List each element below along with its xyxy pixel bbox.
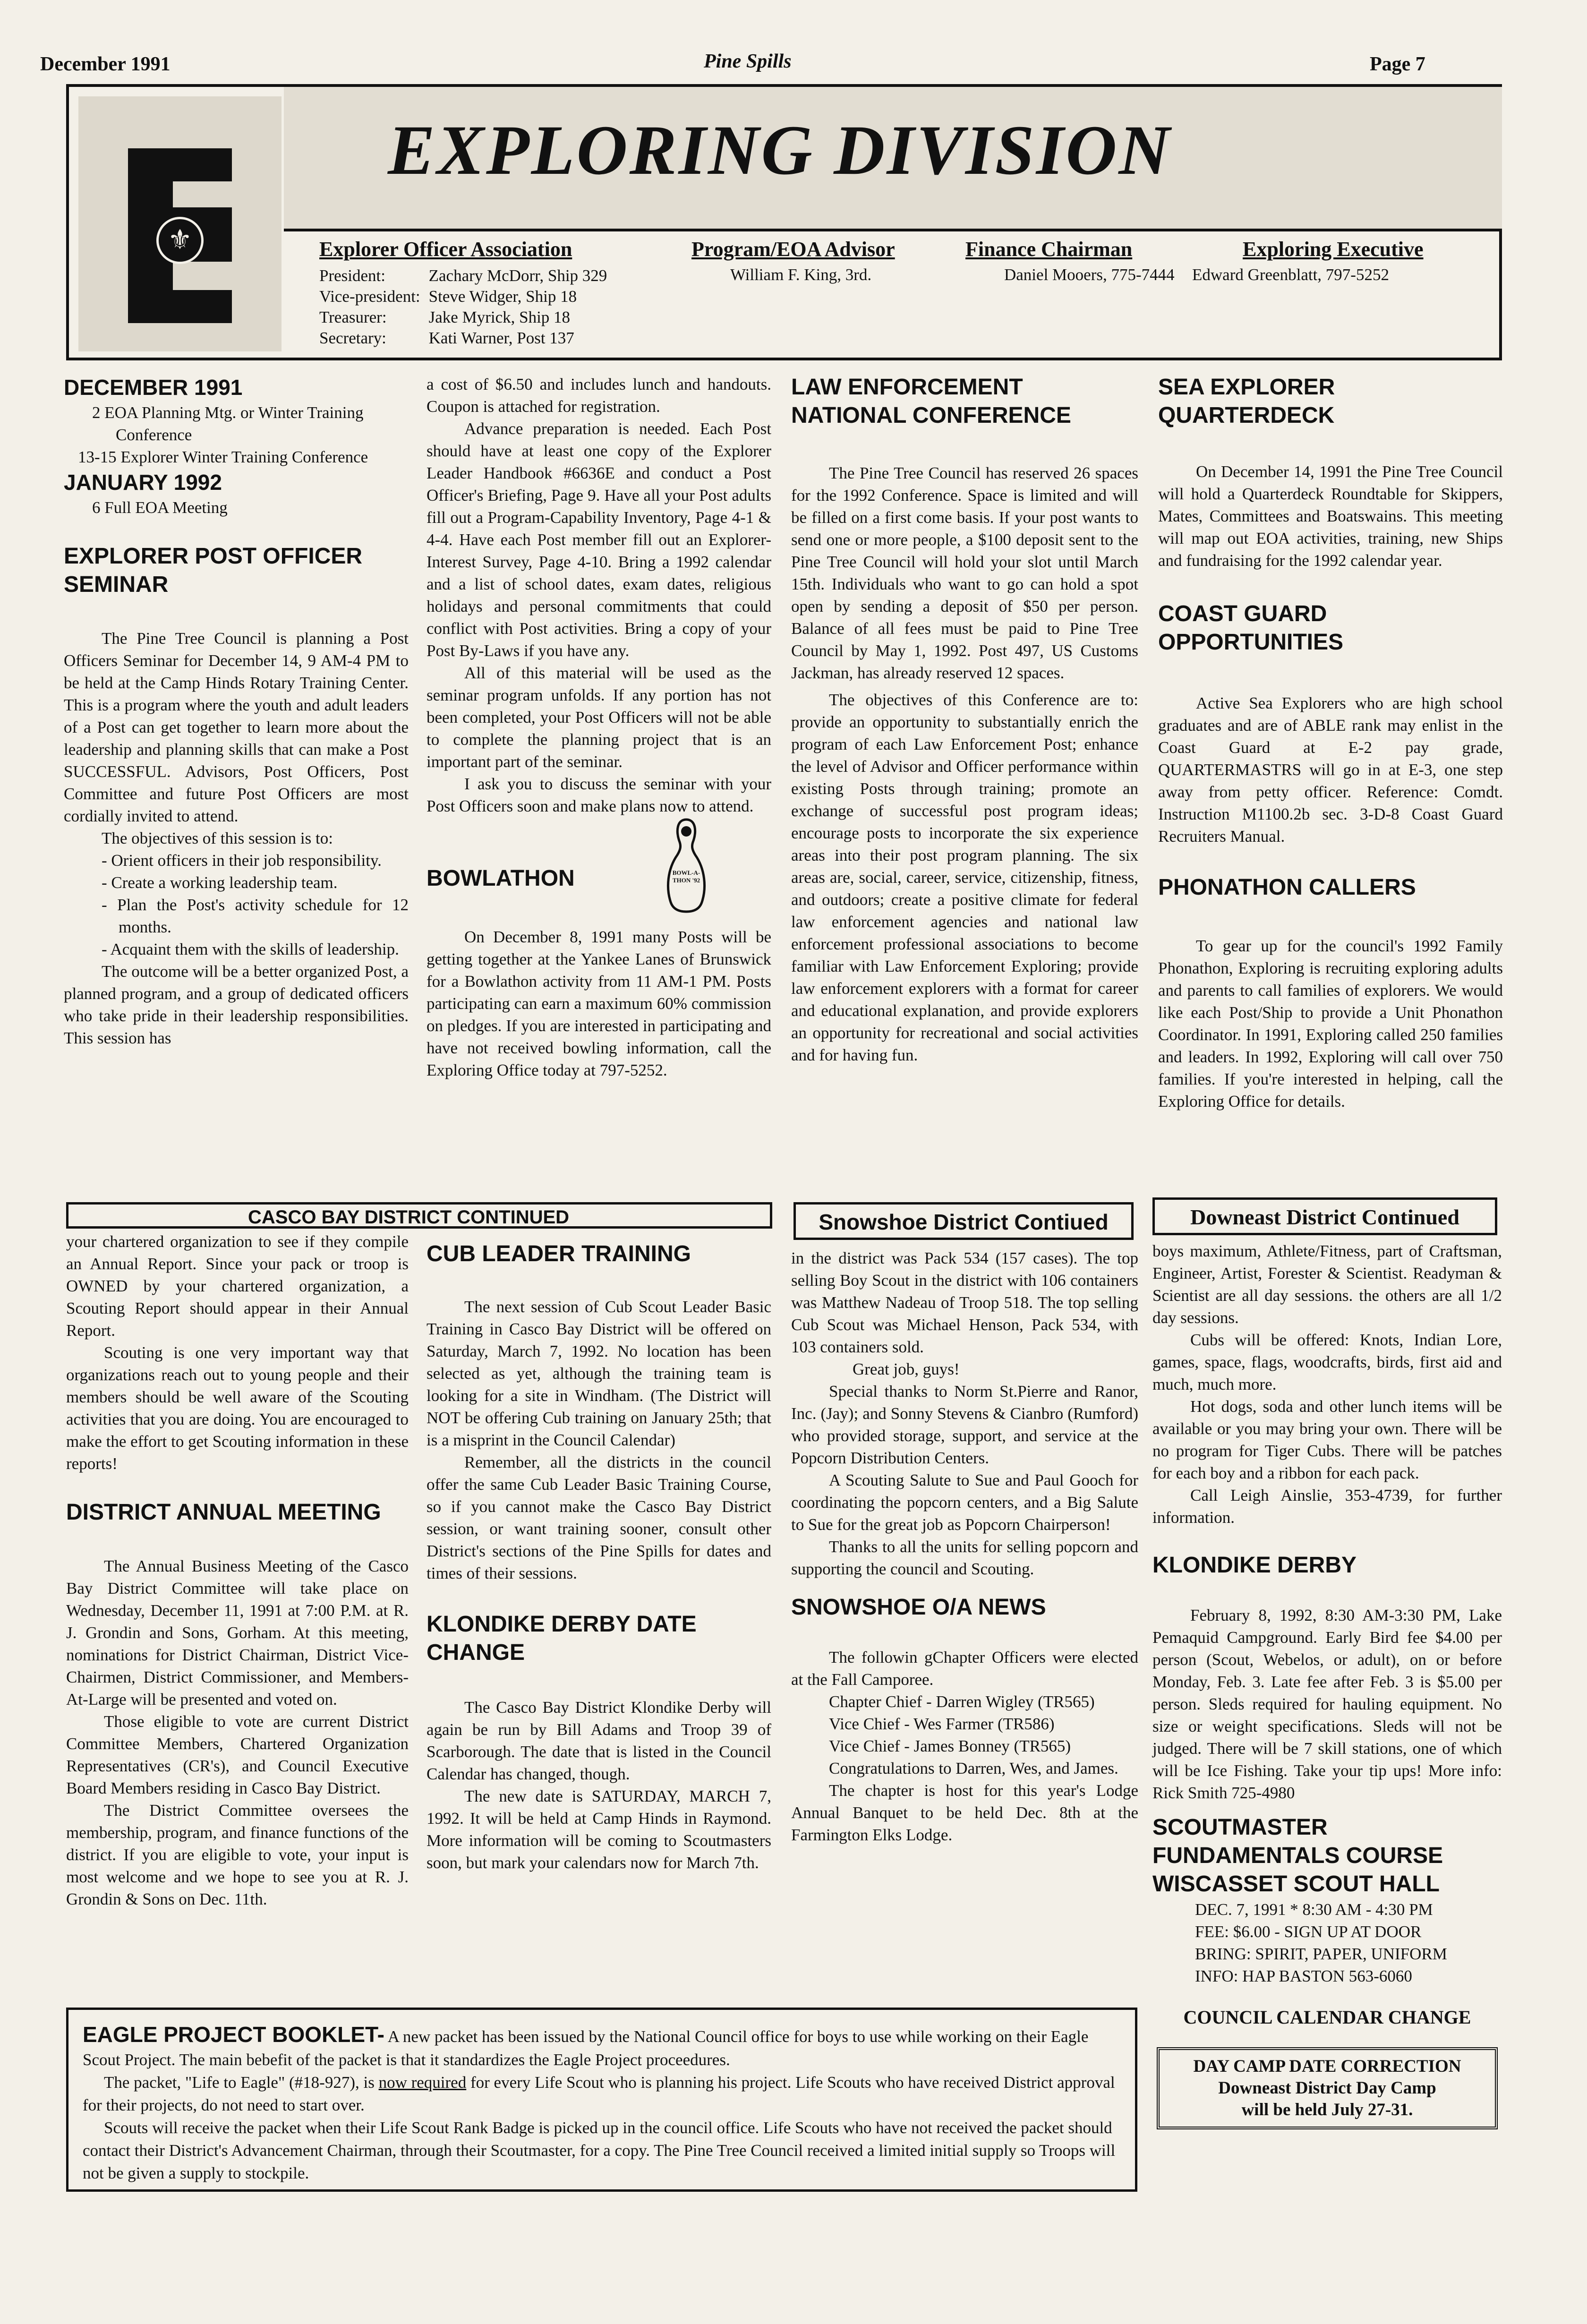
eoa-heading: Explorer Officer Association <box>319 238 572 261</box>
sfc-title: SCOUTMASTER FUNDAMENTALS COURSE WISCASSET SCOUT HALL <box>1152 1815 1443 1897</box>
sfc-line: FEE: $6.00 - SIGN UP AT DOOR <box>1195 1922 1422 1941</box>
day-camp-line: will be held July 27-31. <box>1241 2100 1413 2119</box>
bowling-pin-label: BOWL-A-THON '92 <box>672 869 700 884</box>
phonathon-body: To gear up for the council's 1992 Family Phonathon, Exploring is recruiting exploring adults and parents to call families of explorers. We would like each Post/Ship to provide a Unit Phonathon Coordinator. In 1991, Exploring called 250 families and leaders. In 1992, Exploring will call over 750 families. If you're interested in helping, call the Exploring Office for details. <box>1158 937 1503 1111</box>
calendar-month: DECEMBER 1991 <box>64 375 243 400</box>
kdate-title: KLONDIKE DERBY DATE CHANGE <box>427 1612 697 1665</box>
eagle-para: EAGLE PROJECT BOOKLET- A new packet has been issued by the National Council office for boys to use while working on their Eagle Scout Project. The main bebefit of the packet is that it standardizes the Eagle Project proceedures. <box>83 2022 1089 2069</box>
logo-panel <box>78 96 282 351</box>
bowling-pin-icon <box>660 817 712 914</box>
seminar-title: EXPLORER POST OFFICER SEMINAR <box>64 544 363 597</box>
e-logo <box>128 148 232 323</box>
eagle-para: The packet, "Life to Eagle" (#18-927), is now required for every Life Scout who is planning his project. Life Scouts who have received District approval for their projects, do not need to start over. <box>83 2073 1115 2114</box>
officer-row: Secretary: Kati Warner, Post 137 <box>319 329 574 347</box>
seminar-body-continued: a cost of $6.50 and includes lunch and handouts. Coupon is attached for registration. Advance preparation is needed. Each Post should have at least one copy of the Explorer Leader Handbook #6636E and conduct a Post Officer's Briefing, Page 9. Have all your Post adults fill out a Program-Capability Inventory, Page 4-1 & 4-4. Have each Post member fill out an Explorer-Interest Survey, Page 4-10. Bring a 1992 calendar and a list of school dates, exam dates, religious holidays and personal commitments that could conflict with Post activities. Bring a copy of your Post By-Laws if you have any. All of this material will be used as the seminar program unfolds. If any portion has not been completed, your Post Officers will not be able to complete the planning project that is an important part of the seminar. I ask you to discuss the seminar with your Post Officers soon and make plans now to attend. <box>427 375 771 815</box>
cub-body: The next session of Cub Scout Leader Basic Training in Casco Bay District will be offered on Saturday, March 7, 1992. No location has been selected as yet, although the training team is looking for a site in Windham. (The District will NOT be offering Cub training on January 25th; that is a misprint in the Council Calendar) Remember, all the districts in the council offer the same Cub Leader Basic Training Course, so if you cannot make the Casco Bay District session, or want training sooner, consult other District's sections of the Pine Spills for dates and times of their sessions. <box>427 1298 771 1582</box>
coast-body: Active Sea Explorers who are high school graduates and are of ABLE rank may enlist in the Coast Guard at E-2 pay grade, QUARTERMASTRS will go in at E-3, one step away from petty officer. Reference: Comdt. Instruction M1100.2b sec. 3-D-8 Coast Guard Recruiters Manual. <box>1158 694 1503 846</box>
casco-body: your chartered organization to see if they compile an Annual Report. Since your pack or troop is OWNED by your chartered organization, a Scouting Report should appear in their Annual Report. Scouting is one very important way that organizations reach out to young people and their members should be well aware of the Scouting activities that you are doing. You are encouraged to make the effort to get Scouting information in these reports! <box>66 1232 409 1473</box>
list-item: - Create a working leadership team. <box>102 873 338 892</box>
law-title: LAW ENFORCEMENT NATIONAL CONFERENCE <box>791 375 1071 428</box>
column-2-top <box>427 373 771 1081</box>
fleur-de-lis-icon: ⚜ <box>156 217 204 264</box>
paper-name: Pine Spills <box>704 51 792 72</box>
calendar-event: 6 Full EOA Meeting <box>92 498 228 517</box>
exec-name: Edward Greenblatt, 797-5252 <box>1192 265 1389 284</box>
klondike-title: KLONDIKE DERBY <box>1152 1553 1357 1578</box>
masthead-banner <box>66 84 1502 360</box>
kdate-body: The Casco Bay District Klondike Derby will again be run by Bill Adams and Troop 39 of Scarborough. The date that is listed in the Council Calendar has changed, though. The new date is SATURDAY, MARCH 7, 1992. It will be held at Camp Hinds in Raymond. More information will be coming to Scoutmasters soon, but mark your calendars now for March 7th. <box>427 1698 771 1872</box>
officer-row: President: Zachary McDorr, Ship 329 <box>319 266 607 285</box>
sfc-line: BRING: SPIRIT, PAPER, UNIFORM <box>1195 1945 1447 1963</box>
snowshoe-body: in the district was Pack 534 (157 cases). The top selling Boy Scout in the district with 106 containers was Matthew Nadeau of Troop 518. The top selling Cub Scout was Michael Henson, Pack 534, with 103 containers sold. Great job, guys! Special thanks to Norm St.Pierre and Ranor, Inc. (Jay); and Sonny Stevens & Cianbro (Rumford) who provided storage, support, and service at the Popcorn Distribution Centers. A Scouting Salute to Sue and Paul Gooch for coordinating the popcorn centers, and a Big Salute to Sue for the great job as Popcorn Chairperson! Thanks to all the units for selling popcorn and supporting the council and Scouting. <box>791 1249 1138 1578</box>
bowlathon-title: BOWLATHON <box>427 866 575 891</box>
column-3-top <box>791 373 1138 1066</box>
calendar-change-title: COUNCIL CALENDAR CHANGE <box>1183 2007 1471 2028</box>
column-4-bottom <box>1152 1240 1502 2129</box>
bowlathon-body: On December 8, 1991 many Posts will be getting together at the Yankee Lanes of Brunswick for a Bowlathon activity from 11 AM-1 PM. Posts participating can earn a maximum 60% commission on pledges. If you are interested in participating and have not received bowling information, call the Exploring Office today at 797-5252. <box>427 928 771 1079</box>
column-2-bottom <box>427 1240 771 1874</box>
advisor-name: William F. King, 3rd. <box>730 265 872 284</box>
division-title: EXPLORING DIVISION <box>388 111 1172 189</box>
officer-row: Treasurer: Jake Myrick, Ship 18 <box>319 308 571 326</box>
sfc-line: DEC. 7, 1991 * 8:30 AM - 4:30 PM <box>1195 1900 1433 1919</box>
officer-list <box>319 265 615 349</box>
sea-body: On December 14, 1991 the Pine Tree Council will hold a Quarterdeck Roundtable for Skippers, Mates, Committees and Boatswains. This meeting will map out EOA activities, training, new Ships and fundraising for the 1992 calendar year. <box>1158 462 1503 570</box>
sea-title: SEA EXPLORER QUARTERDECK <box>1158 375 1335 428</box>
eagle-box <box>66 2008 1137 2192</box>
day-camp-title: DAY CAMP DATE CORRECTION <box>1193 2057 1461 2076</box>
column-1-bottom <box>66 1230 409 1910</box>
exec-heading: Exploring Executive <box>1243 238 1424 261</box>
issue-date: December 1991 <box>40 53 171 75</box>
phonathon-title: PHONATHON CALLERS <box>1158 875 1416 900</box>
klondike-body: February 8, 1992, 8:30 AM-3:30 PM, Lake Pemaquid Campground. Early Bird fee $4.00 per person (Scout, Webelos, or adult), on or before Monday, Feb. 3. Late fee after Feb. 3 is $5.00 per person. Sleds required for hauling equipment. No size or weight specifications. Sleds will not be judged. There will be 7 skill stations, one of which will be Ice Fishing. Take your tip ups! More info: Rick Smith 725-4980 <box>1152 1606 1502 1802</box>
column-1-top <box>64 373 409 1049</box>
seminar-body: The Pine Tree Council is planning a Post Officers Seminar for December 14, 9 AM-4 PM to be held at the Camp Hinds Rotary Training Center. This is a program where the youth and adult leaders of a Post can get together to learn more about the leadership and planning skills that can make a Post SUCCESSFUL. Advisors, Post Officers, Post Committee and future Post Officers are most cordially invited to attend. The objectives of this session is to: - Orient officers in their job responsibility. - Create a working leadership team. - Plan the Post's activity schedule for 12 months. - Acquaint them with the skills of leadership. The outcome will be a better organized Post, a planned program, and a group of dedicated officers who take pride in their leadership responsibilities. This session has <box>64 629 409 1047</box>
coast-title: COAST GUARD OPPORTUNITIES <box>1158 601 1344 655</box>
day-camp-line: Downeast District Day Camp <box>1218 2078 1436 2098</box>
list-item: - Plan the Post's activity schedule for 12 months. <box>102 896 409 936</box>
sfc-details <box>1152 1898 1502 1987</box>
eagle-para: Scouts will receive the packet when their Life Scout Rank Badge is picked up in the council office. Life Scouts who have not received the packet should contact their District's Advancement Chairman, through their Scoutmaster, for a copy. The Pine Tree Council received a limited initial supply so Troops will not be given a supply to stockpile. <box>83 2119 1116 2182</box>
title-panel <box>284 87 1502 231</box>
oa-title: SNOWSHOE O/A NEWS <box>791 1595 1046 1620</box>
list-item: - Orient officers in their job responsibility. <box>102 851 382 870</box>
column-3-bottom <box>791 1247 1138 1846</box>
eagle-title: EAGLE PROJECT BOOKLET- <box>83 2022 384 2047</box>
calendar-event: 13-15 Explorer Winter Training Conference <box>78 448 368 466</box>
annual-body: The Annual Business Meeting of the Casco Bay District Committee will take place on Wednesday, December 11, 1991 at 7:00 P.M. at R. J. Grondin and Sons, Gorham. At this meeting, nominations for District Chairman, District Vice-Chairmen, District Commissioner, and Members-At-Large will be presented and voted on. Those eligible to vote are current District Committee Members, Chartered Organization Representatives (CR's), and Council Executive Board Members residing in Casco Bay District. The District Committee oversees the membership, program, and finance functions of the district. If you are eligible to vote, your input is most welcome and we hope to see you at R. J. Grondin & Sons on Dec. 11th. <box>66 1557 409 1908</box>
finance-name: Daniel Mooers, 775-7444 <box>1004 265 1175 284</box>
officer-row: Vice-president: Steve Widger, Ship 18 <box>319 287 577 306</box>
law-body: The Pine Tree Council has reserved 26 spaces for the 1992 Conference. Space is limited and will be filled on a first come basis. If your post wants to send one or more people, a $100 deposit sent to the Pine Tree Council will hold your slot until March 15th. Individuals who want to go can hold a spot open by sending a deposit of $50 per person. Balance of all fees must be paid to Pine Tree Council by May 1, 1992. Post 497, US Customs Jackman, has already reserved 12 spaces. The objectives of this Conference are to: provide an opportunity to substantially enrich the program of each Law Enforcement Post; enhance the level of Advisor and Officer performance within existing Posts through training; promote an exchange of successful post program ideas; encourage posts to incorporate the six experience areas into their post program planning. The six areas are, social, career, service, citizenship, fitness, and outdoors; create a positive climate for federal law enforcement agencies and national law enforcement professional associations to become familiar with Law Enforcement Exploring; provide law enforcement explorers with a format for career and educational explanation, and provide explorers an opportunity for recreational and social activities and for having fun. <box>791 464 1138 1064</box>
column-4-top <box>1158 373 1503 1112</box>
finance-heading: Finance Chairman <box>965 238 1133 261</box>
oa-body: The followin gChapter Officers were elected at the Fall Camporee. Chapter Chief - Darren Wigley (TR565) Vice Chief - Wes Farmer (TR586) Vice Chief - James Bonney (TR565) Congratulations to Darren, Wes, and James. The chapter is host for this year's Lodge Annual Banquet to be held Dec. 8th at the Farmington Elks Lodge. <box>791 1648 1138 1844</box>
day-camp-box <box>1157 2047 1498 2129</box>
advisor-heading: Program/EOA Advisor <box>691 238 895 261</box>
calendar-month: JANUARY 1992 <box>64 470 222 495</box>
downeast-continued-bar: Downeast District Continued <box>1152 1197 1497 1235</box>
sfc-line: INFO: HAP BASTON 563-6060 <box>1195 1967 1412 1985</box>
list-item: - Acquaint them with the skills of leadership. <box>102 940 399 958</box>
calendar-event: 2 EOA Planning Mtg. or Winter Training Conference <box>92 403 364 444</box>
casco-continued-bar: CASCO BAY DISTRICT CONTINUED <box>66 1202 772 1229</box>
cub-title: CUB LEADER TRAINING <box>427 1241 691 1266</box>
downeast-body: boys maximum, Athlete/Fitness, part of Craftsman, Engineer, Artist, Forester & Scientist. Readyman & Scientist are all day sessions. the others are all 1/2 day sessions. Cubs will be offered: Knots, Indian Lore, games, space, flags, woodcrafts, birds, first aid and much, much more. Hot dogs, soda and other lunch items will be available or you may bring your own. There will be no program for Tiger Cubs. There will be patches for each boy and a ribbon for each pack. Call Leigh Ainslie, 353-4739, for further information. <box>1152 1242 1502 1527</box>
snowshoe-continued-bar: Snowshoe District Contiued <box>794 1202 1134 1240</box>
page-number: Page 7 <box>1370 53 1425 75</box>
annual-title: DISTRICT ANNUAL MEETING <box>66 1500 381 1525</box>
